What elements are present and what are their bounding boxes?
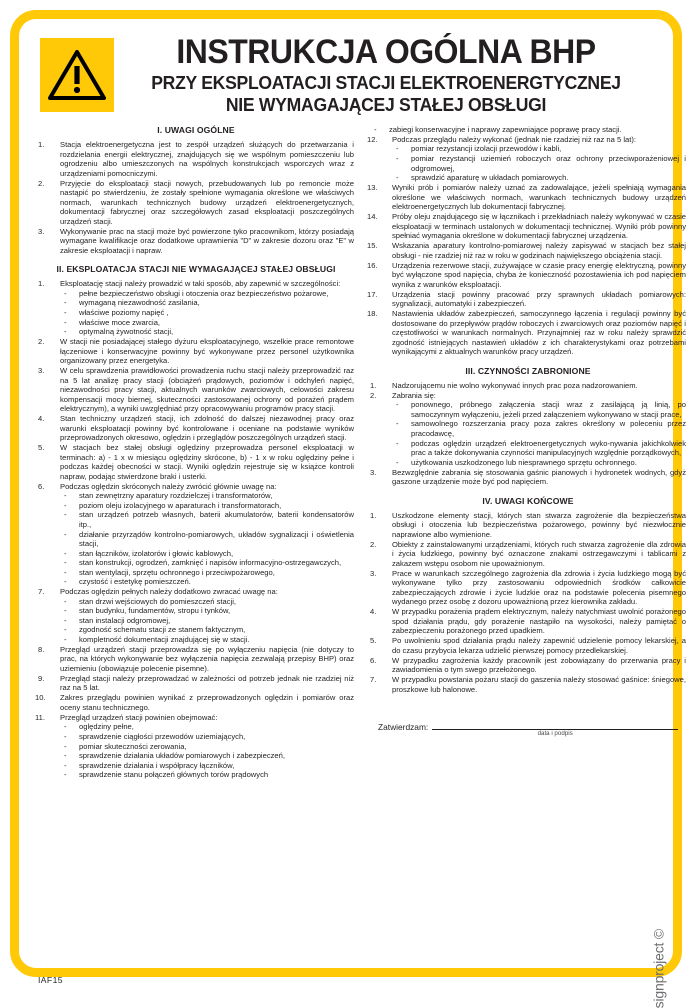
item-text: Zakres przeglądu powinien wynikać z przeprowadzonych oględzin i pomiarów oraz oceny stanu technicznego. [60,693,354,712]
approval-label: Zatwierdzam: [378,722,429,733]
section-1-list [38,140,354,255]
item-number: 5. [38,443,45,453]
list-item [38,443,354,481]
list-item [38,337,354,366]
section-heading-1: I. UWAGI OGÓLNE [157,125,235,135]
item-number: 9. [38,673,45,683]
list-item [370,381,686,391]
item-text: Uszkodzone elementy stacji, których stan stwarza zagrożenie dla bezpieczeństwa obsługi i otoczenia lub bezpieczeństwa pożarowego, powinny być niezwłocznie naprawione albo wymienione. [392,510,686,539]
item-number: 16. [367,260,378,270]
item-text: Podczas przeglądu należy wykonać (jednak nie rzadziej niż raz na 5 lat): [392,134,636,144]
page-subtitle-line1: PRZY EKSPLOATACJI STACJI ELEKTROENERGTYCZNEJ [151,72,621,93]
item-number: 3. [38,226,45,236]
item-number: 2. [370,539,377,549]
item-number: 2. [38,178,45,188]
item-text: Nadzorującemu nie wolno wykonywać innych prac poza nadzorowaniem. [392,380,638,390]
sub-list [392,400,686,467]
page-title: INSTRUKCJA OGÓLNA BHP [176,33,596,71]
sub-item: - wymaganą niezawodność zasilania, [60,298,354,308]
sub-item: - sprawdzenie działania i współpracy łączników, [60,761,354,771]
sub-item: - samowolnego rozszerzania pracy poza zakres określony w poleceniu przez pracodawcę, [392,419,686,438]
list-item [370,656,686,675]
sub-item: - ponownego, próbnego załączenia stacji wraz z zasilającą ją linią, po samoczynnym wyłączeniu, jeżeli przed załączeniem wykonywano w stacji prace, [392,400,686,419]
sub-item: - czystość i estetykę pomieszczeń. [60,577,354,587]
sub-item: - kompletność dokumentacji znajdującej się w stacji. [60,635,354,645]
warning-triangle-icon [40,38,114,112]
left-column [35,125,354,780]
list-item [35,693,354,712]
item-text: Obiekty z zainstalowanymi urządzeniami, których ruch stwarza zagrożenie dla zdrowia i życia ludzkiego, powinny być oznaczone znakami ostrzegawczymi i tablicami z zakazem wstępu osobom nie upoważnionym. [392,539,686,568]
item-number: 4. [370,607,377,617]
section-heading-2: II. EKSPLOATACJA STACJI NIE WYMAGAJĄCEJ STAŁEJ OBSŁUGI [56,264,336,275]
item-number: 3. [370,467,377,477]
list-item [370,569,686,607]
item-number: 15. [367,241,378,251]
item-number: 1. [38,140,45,149]
sub-item: - działanie przyrządów kontrolno-pomiarowych, układów sygnalizacji i oświetlenia stacji, [60,530,354,549]
item-text: Wyniki prób i pomiarów należy uznać za zadowalające, jeżeli spełniają wymagania określone we właściwych normach, warunkach technicznych budowy urządzeń elektroenergetycznych lub dokumentacji fabrycznej. [392,183,686,212]
item-text: Próby oleju znajdującego się w łącznikach i przekładniach należy wykonywać w czasie eksploatacji w terminach ustalonych w dokumentacji technicznej. Wyniki prób powinny spełniać wymagania określone w dokumentacji fabrycznej urządzenia. [392,212,686,241]
section-heading-3: III. CZYNNOŚCI ZABRONIONE [465,365,591,376]
list-item [367,183,686,212]
list-item [370,125,686,135]
sub-item: - stan wentylacji, sprzętu ochronnego i przeciwpożarowego, [60,568,354,578]
item-text: Eksploatację stacji należy prowadzić w taki sposób, aby zapewnić w szczególności: [60,279,341,289]
item-number: 1. [370,510,377,520]
approval-signature-block [370,720,686,738]
sub-list [60,597,354,645]
item-text: Nastawienia układów zabezpieczeń, samoczynnego łączenia i regulacji powinny być dostosowane do przepływów prądów roboczych i zwarciowych oraz poziomów napięć i częstotliwości w warunkach normalnych. Przynajmniej raz w roku należy sprawdzić zgodność istniejących nastawień układów z ich charakterystykami oraz potrzebami wynikającymi z aktualnych warunków pracy urządzeń. [392,309,686,357]
sub-item: - pomiar skuteczności zerowania, [60,742,354,752]
list-item [370,511,686,540]
right-column [367,125,686,780]
list-item [38,645,354,674]
list-item [367,260,686,290]
section-heading-4: IV. UWAGI KOŃCOWE [482,495,574,506]
list-item [367,212,686,241]
item-number: 1. [370,380,377,390]
item-text: Stacja elektroenergetyczna jest to zespół urządzeń służących do przetwarzania i rozdzielania energii elektrycznej, znajdujących się we wspólnym pomieszczeniu lub ogrodzeniu albo umieszczonych na wspólnych konstrukcjach wsporczych wraz z urządzeniami pomocniczymi. [60,140,354,178]
list-item [38,279,354,336]
product-code-label: IAF15 [38,975,63,985]
sub-item: - stan drzwi wejściowych do pomieszczeń stacji, [60,597,354,607]
sub-item: - pomiar rezystancji izolacji przewodów i kabli, [392,144,686,154]
item-number: 2. [370,390,377,400]
list-item [367,309,686,357]
section-4-list [370,511,686,695]
list-item [370,675,686,694]
item-text: Wykonywanie prac na stacji może być powierzone tyko pracownikom, którzy posiadają wymagane kwalifikacje oraz dodatkowe uprawnienia ”D” w zakresie dozoru oraz ”E” w zakresie eksploatacji i napraw. [60,226,354,255]
item-number: 6. [38,481,45,491]
item-number: 14. [367,212,378,222]
item-number: 7. [370,675,377,685]
item-text: Urządzenia stacji powinny pracować przy sprawnych układach pomiarowych: sygnalizacji, automatyki i zabezpieczeń. [392,289,686,309]
poster-header [32,26,656,115]
list-item [38,674,354,693]
item-text: W przypadku zagrożenia każdy pracownik jest zobowiązany do przerwania pracy i zawiadomienia o tym swego przełożonego. [392,655,686,675]
item-text: W przypadku porażenia prądem elektrycznym, należy natychmiast uwolnić porażonego spod działania prądu, gdy porażenie nastąpiło na wysokości, należy pamiętać o zabezpieczeniu porażonego przed upadkiem. [392,607,686,636]
list-item [38,140,354,178]
item-number: 8. [38,644,45,654]
sub-item: - poziom oleju izolacyjnego w aparaturach i transformatorach, [60,501,354,511]
item-number: 6. [370,655,377,665]
sub-list [392,144,686,182]
item-text: Prace w warunkach szczególnego zagrożenia dla zdrowia i życia ludzkiego mogą być wykonywane tylko przy zastosowaniu odpowiednich środków całkowicie zabezpieczających zdrowie i życie ludzkie oraz na podstawie polecenia pisemnego wydanego przez osobę z dozoru upoważnioną przez kierownika zakładu. [392,568,686,607]
item-number: 18. [367,309,378,319]
list-item [38,366,354,414]
sub-item: - optymalną żywotność stacji, [60,327,354,337]
sub-item: - sprawdzić aparaturę w układach pomiarowych. [392,173,686,183]
item-number: 5. [370,636,377,646]
item-number: 2. [38,337,45,347]
list-item [367,241,686,260]
sub-item: - pomiar rezystancji uziemień roboczych oraz ochrony przeciwporażeniowej i odgromowej, [392,154,686,173]
item-text: Przegląd stacji należy przeprowadzać w zależności od potrzeb jednak nie rzadziej niż raz na 5 lat. [60,673,354,693]
list-item [38,179,354,227]
item-number: 4. [38,414,45,424]
content-columns [32,125,686,780]
item-number: 11. [35,712,45,722]
sub-item: - stan zewnętrzny aparatury rozdzielczej i transformatorów, [60,491,354,501]
item-text: Podczas oględzin skróconych należy zwrócić głównie uwagę na: [60,481,277,491]
list-item [367,289,686,309]
signature-line[interactable] [432,720,678,738]
signature-caption: data i podpis [537,730,573,738]
sub-list [60,289,354,337]
item-text: Wskazania aparatury kontrolno-pomiarowej należy zapisywać w stacjach bez stałej obsługi - nie rzadziej niż raz w roku w godzinach największego obciążenia stacji. [392,241,686,260]
list-item [370,636,686,655]
list-item [370,391,686,467]
item-number: 12. [367,134,378,144]
sub-item: - stan budynku, fundamentów, stropu i tynków, [60,606,354,616]
section-2-list-continued [367,125,686,357]
sub-item: - sprawdzenie ciągłości przewodów uziemiających, [60,732,354,742]
item-text: W stacjach bez stałej obsługi oględziny przeprowadza personel eksploatacji w terminach: a) - 1 x w miesiącu oględziny skrócone, b) - 1 x w roku oględziny pełne i podczas każdej obecności w stacji. Wyniki oględzin rejestruje się w książce kontroli napraw, podając stwierdzone braki i usterki. [60,443,354,481]
item-text: Stan techniczny urządzeń stacji, ich zdolność do dalszej niezawodnej pracy oraz warunki eksploatacji powinny być kontrolowane i oceniane na podstawie wyników przeprowadzonych okresowo, oględzin i przeglądów poszczególnych urządzeń stacji. [60,414,354,443]
item-text: Przegląd urządzeń stacji przeprowadza się po wyłączeniu napięcia (nie dotyczy to prac, na których wykonywanie bez wyłączenia napięcia zezwalają przepisy BHP) oraz uziemieniu (obowiązuje polecenie pisemne). [60,644,354,673]
list-item [370,468,686,487]
list-item [38,414,354,443]
list-item [38,482,354,587]
sub-item: - podczas oględzin urządzeń elektroenergetycznych wyko-nywania jakichkolwiek prac a także dokonywania czynności manipulacyjnych względnie porządkowych, [392,439,686,458]
item-number: 10. [35,693,46,703]
sub-item: - sprawdzenie działania układów pomiarowych i zabezpieczeń, [60,751,354,761]
item-text: W przypadku powstania pożaru stacji do gaszenia należy stosować gaśnice: śniegowe, proszkowe lub halonowe. [392,675,686,694]
item-number: 17. [367,289,378,299]
sub-item: - właściwe moce zwarcia, [60,318,354,328]
sub-item: - oględziny pełne, [60,722,354,732]
item-text: Zabrania się: [392,390,436,400]
sub-item: - użytkowania uszkodzonego lub niesprawnego sprzętu ochronnego. [392,458,686,468]
sub-list [60,722,354,779]
list-item [35,712,354,780]
sub-item: - zabiegi konserwacyjne i naprawy zapewniające poprawę pracy stacji. [370,125,686,135]
list-item [38,587,354,644]
item-number: 3. [370,568,377,578]
list-item [370,540,686,569]
sub-item: - stan konstrukcji, ogrodzeń, zamknięć i napisów informacyjno-ostrzegawczych, [60,558,354,568]
item-number: 13. [367,183,378,193]
list-item [367,134,686,183]
section-3-list [370,381,686,487]
item-text: Bezwzględnie zabrania się stosowania gaśnic pianowych i hydronetek wodnych, gdyż gaszone urządzenie może być pod napięciem. [392,467,686,487]
item-text: W celu sprawdzenia prawidłowości prowadzenia ruchu stacji należy przeprowadzić raz na 5 lat analizę pracy stacji (obciążeń prądowych, poziomów i odchyleń napięć, niezawodności pracy stacji, aktualnych warunków zwarciowych, celowości zakresu kompensacji mocy biernej, skuteczności zastosowanej ochrony od porażeń prądem elektrycznym), a wyniki uwzględniać przy opracowywaniu programów pracy stacji. [60,366,354,414]
sub-item: - sprawdzenie stanu połączeń głównych torów prądowych [60,770,354,780]
sub-item: - zgodność schematu stacji ze stanem faktycznym, [60,625,354,635]
sub-item: - stan urządzeń potrzeb własnych, baterii akumulatorów, baterii kondensatorów itp., [60,510,354,529]
item-number: 7. [38,587,45,597]
sub-item: - stan łączników, izolatorów i głowic kablowych, [60,549,354,559]
item-text: W stacji nie posiadającej stałego dyżuru eksploatacyjnego, wszelkie prace remontowe łączeniowe i konserwacyjne powinny być wykonywane przez personel użytkownika organizowany przez energetyka. [60,337,354,366]
sub-item: - właściwe poziomy napięć , [60,308,354,318]
item-text: Przegląd urządzeń stacji powinien obejmować: [60,712,218,722]
sub-list [370,125,686,135]
list-item [370,607,686,636]
item-number: 3. [38,366,45,376]
sub-item: - pełne bezpieczeństwo obsługi i otoczenia oraz bezpieczeństwo pożarowe, [60,289,354,299]
item-text: Podczas oględzin pełnych należy dodatkowo zwracać uwagę na: [60,587,278,597]
section-2-list [35,279,354,780]
page-subtitle-line2: NIE WYMAGAJĄCEJ STAŁEJ OBSŁUGI [225,94,547,115]
sub-item: - stan instalacji odgromowej, [60,616,354,626]
title-block [126,34,650,115]
item-text: Przyjęcie do eksploatacji stacji nowych, przebudowanych lub po remoncie może nastąpić po stwierdzeniu, że zostały spełnione wymagania określone we właściwych normach, warunkach technicznych budowy urządzeń elektroenergetycznych, dokumentacji fabrycznej oraz szczegółowych zasad eksploatacji poszczególnych urządzeń stacji. [60,178,354,226]
item-number: 1. [38,279,45,289]
sub-list [60,491,354,586]
watermark-signproject: signproject © [650,929,666,1008]
item-text: Urządzenia rezerwowe stacji, zużywające w czasie pracy energię elektryczną, powinny być wyłączone spod napięcia, chyba że konieczność pozostawienia ich pod napięciem wynika z warunków eksploatacji. [392,260,686,289]
item-text: Po uwolnieniu spod działania prądu należy zapewnić udzielenie pomocy lekarskiej, a do czasu przybycia lekarza udzielić pierwszej pomocy przedlekarskiej. [392,636,686,655]
list-item [38,227,354,256]
